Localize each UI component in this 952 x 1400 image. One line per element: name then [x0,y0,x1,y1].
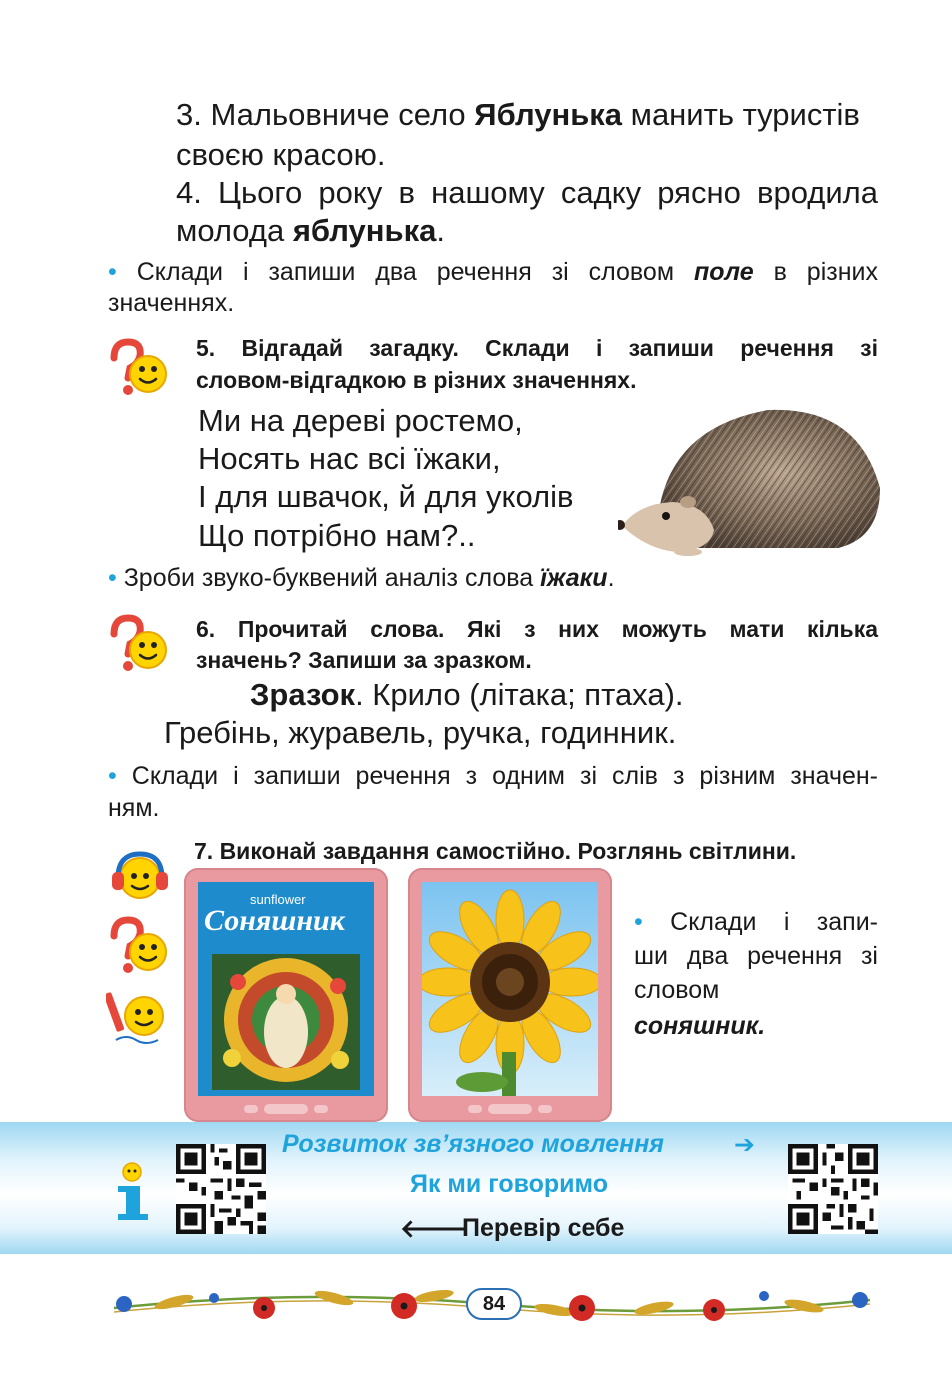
exercise-meaning-line2: ням. [108,794,160,822]
question-smiley-icon [106,916,170,976]
digital-resources-banner [0,1122,952,1254]
question-smiley-icon [106,614,170,674]
tablet-home-button [264,1104,308,1114]
sentence-4-line2: молода яблунька. [176,213,445,248]
task-5-line2: словом-відгадкою в різних значеннях. [196,367,637,393]
word-yablunka-tree: яблунька [292,213,437,248]
task-7-side-line2: ши два речення зі [634,942,878,970]
sentence-3-line1: 3. Мальовниче село Яблунька манить туристів [176,97,860,132]
arrow-right-icon[interactable]: ➔ [734,1131,755,1159]
headphones-smiley-icon [106,846,170,906]
link-speech-development[interactable]: Розвиток зв’язного мовлення [282,1130,665,1158]
sentence-4-line1: 4. Цього року в нашому садку рясно вродила [176,175,878,210]
question-smiley-icon [106,338,170,398]
task-6-line2: значень? Запиши за зразком. [196,647,532,673]
tablet-side-button [244,1105,258,1113]
bullet: • [108,762,117,790]
riddle-line-4: Що потрібно нам?.. [198,518,476,553]
bullet: • [634,908,643,936]
word-pole: поле [693,258,754,286]
word-sonyashnyk: соняшник. [634,1012,766,1040]
sample-line: Зразок. Крило (літака; птаха). [250,677,684,712]
task-7-side-line1: • Склади і запи- [634,908,878,936]
exercise-analysis: • Зроби звуко-буквений аналіз слова їжаки. [108,564,615,592]
word-yablunka-village: Яблунька [474,97,623,132]
exercise-pole-line2: значеннях. [108,289,235,317]
bullet: • [108,564,117,592]
task-7-side-line3: словом [634,976,720,1004]
tablet-sunflower [408,868,612,1122]
word-yizhaky: їжаки [540,564,608,592]
qr-code-left[interactable] [176,1144,266,1234]
link-check-yourself[interactable]: Перевір себе [462,1214,625,1242]
task-7-title: 7. Виконай завдання самостійно. Розглянь світлини. [194,838,797,864]
magazine-brand-uk: Соняшник [204,904,345,937]
hedgehog-image [618,398,882,556]
info-icon [108,1160,156,1224]
arrow-left-icon[interactable]: 🡐 [400,1215,468,1243]
riddle-line-2: Носять нас всі їжаки, [198,441,501,476]
tablet-side-button [314,1105,328,1113]
sunflower-photo [422,882,598,1096]
magazine-cover-image [198,882,374,1096]
exercise-pole-line1: • Склади і запиши два речення зі словом поле в різних [108,258,878,286]
page-number: 84 [466,1288,522,1320]
exercise-meaning-line1: • Склади і запиши речення з одним зі слів з різним значен- [108,762,878,790]
tablet-home-button [488,1104,532,1114]
link-how-we-speak[interactable]: Як ми говоримо [410,1170,608,1198]
tablet-side-button [468,1105,482,1113]
sample-label: Зразок [250,677,356,712]
words-list: Гребінь, журавель, ручка, годинник. [164,715,677,750]
magazine-brand-en: sunflower [250,892,306,907]
sentence-3-line2: своєю красою. [176,137,386,172]
tablet-side-button [538,1105,552,1113]
task-6-line1: 6. Прочитай слова. Які з них можуть мати кілька [196,616,878,642]
qr-code-right[interactable] [788,1144,878,1234]
pencil-smiley-icon [106,988,170,1048]
riddle-line-3: І для швачок, й для уколів [198,479,574,514]
riddle-line-1: Ми на дереві ростемо, [198,403,523,438]
tablet-magazine [184,868,388,1122]
task-5-line1: 5. Відгадай загадку. Склади і запиши речення зі [196,335,878,361]
sunflower-image [422,882,598,1096]
bullet: • [108,258,117,286]
